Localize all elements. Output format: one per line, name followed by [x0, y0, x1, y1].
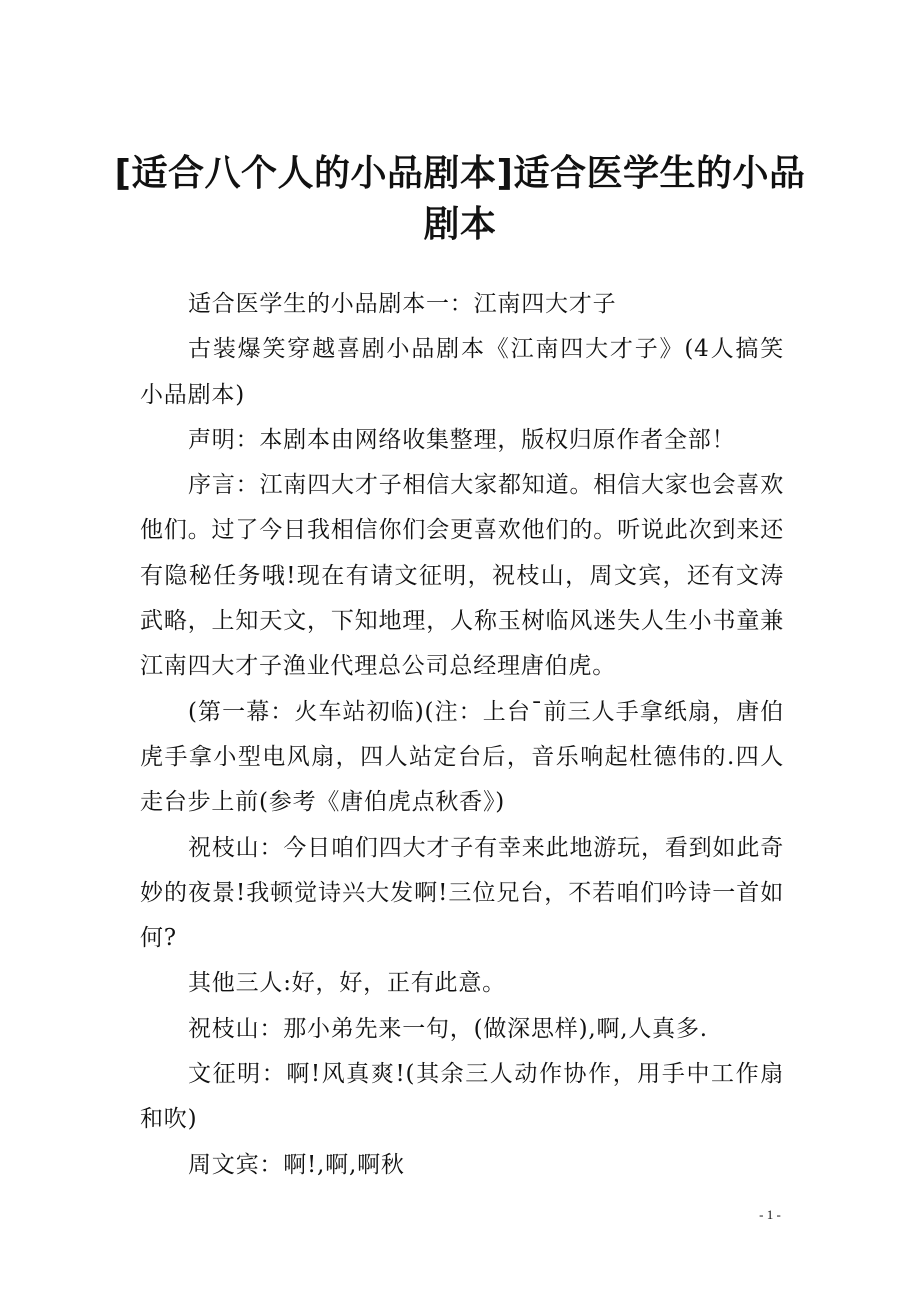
paragraph-dialogue-zhuzhishan-1: 祝枝山：今日咱们四大才子有幸来此地游玩，看到如此奇妙的夜景!我顿觉诗兴大发啊!三位兄台，不若咱们吟诗一首如何? — [140, 834, 784, 952]
page-number: - 1 - — [759, 1207, 781, 1222]
paragraph-dialogue-zhouwenbin: 周文宾：啊!,啊,啊秋 — [188, 1151, 405, 1178]
paragraph-dialogue-wenzhengming: 文征明：啊!风真爽!(其余三人动作协作，用手中工作扇和吹) — [140, 1061, 784, 1133]
document-title: [适合八个人的小品剧本]适合医学生的小品剧本 — [114, 153, 806, 246]
paragraph-section-heading: 适合医学生的小品剧本一：江南四大才子 — [188, 291, 617, 317]
document-body — [140, 282, 784, 1188]
paragraph-dialogue-zhuzhishan-2: 祝枝山：那小弟先来一句，(做深思样),啊,人真多. — [188, 1015, 708, 1042]
paragraph-play-subtitle: 古装爆笑穿越喜剧小品剧本《江南四大才子》(4人搞笑小品剧本) — [140, 336, 784, 408]
paragraph-dialogue-others: 其他三人:好，好，正有此意。 — [188, 970, 506, 997]
paragraph-scene-direction: (第一幕：火车站初临)(注：上台¯前三人手拿纸扇，唐伯虎手拿小型电风扇，四人站定台后，音乐响起杜德伟的.四人走台步上前(参考《唐伯虎点秋香》) — [140, 698, 784, 816]
paragraph-preface: 序言：江南四大才子相信大家都知道。相信大家也会喜欢他们。过了今日我相信你们会更喜欢他们的。听说此次到来还有隐秘任务哦!现在有请文征明，祝枝山，周文宾，还有文涛武略，上知天文，下知地理，人称玉树临风迷失人生小书童兼江南四大才子渔业代理总公司总经理唐伯虎。 — [140, 472, 784, 680]
paragraph-copyright-statement: 声明：本剧本由网络收集整理，版权归原作者全部！ — [188, 426, 736, 453]
